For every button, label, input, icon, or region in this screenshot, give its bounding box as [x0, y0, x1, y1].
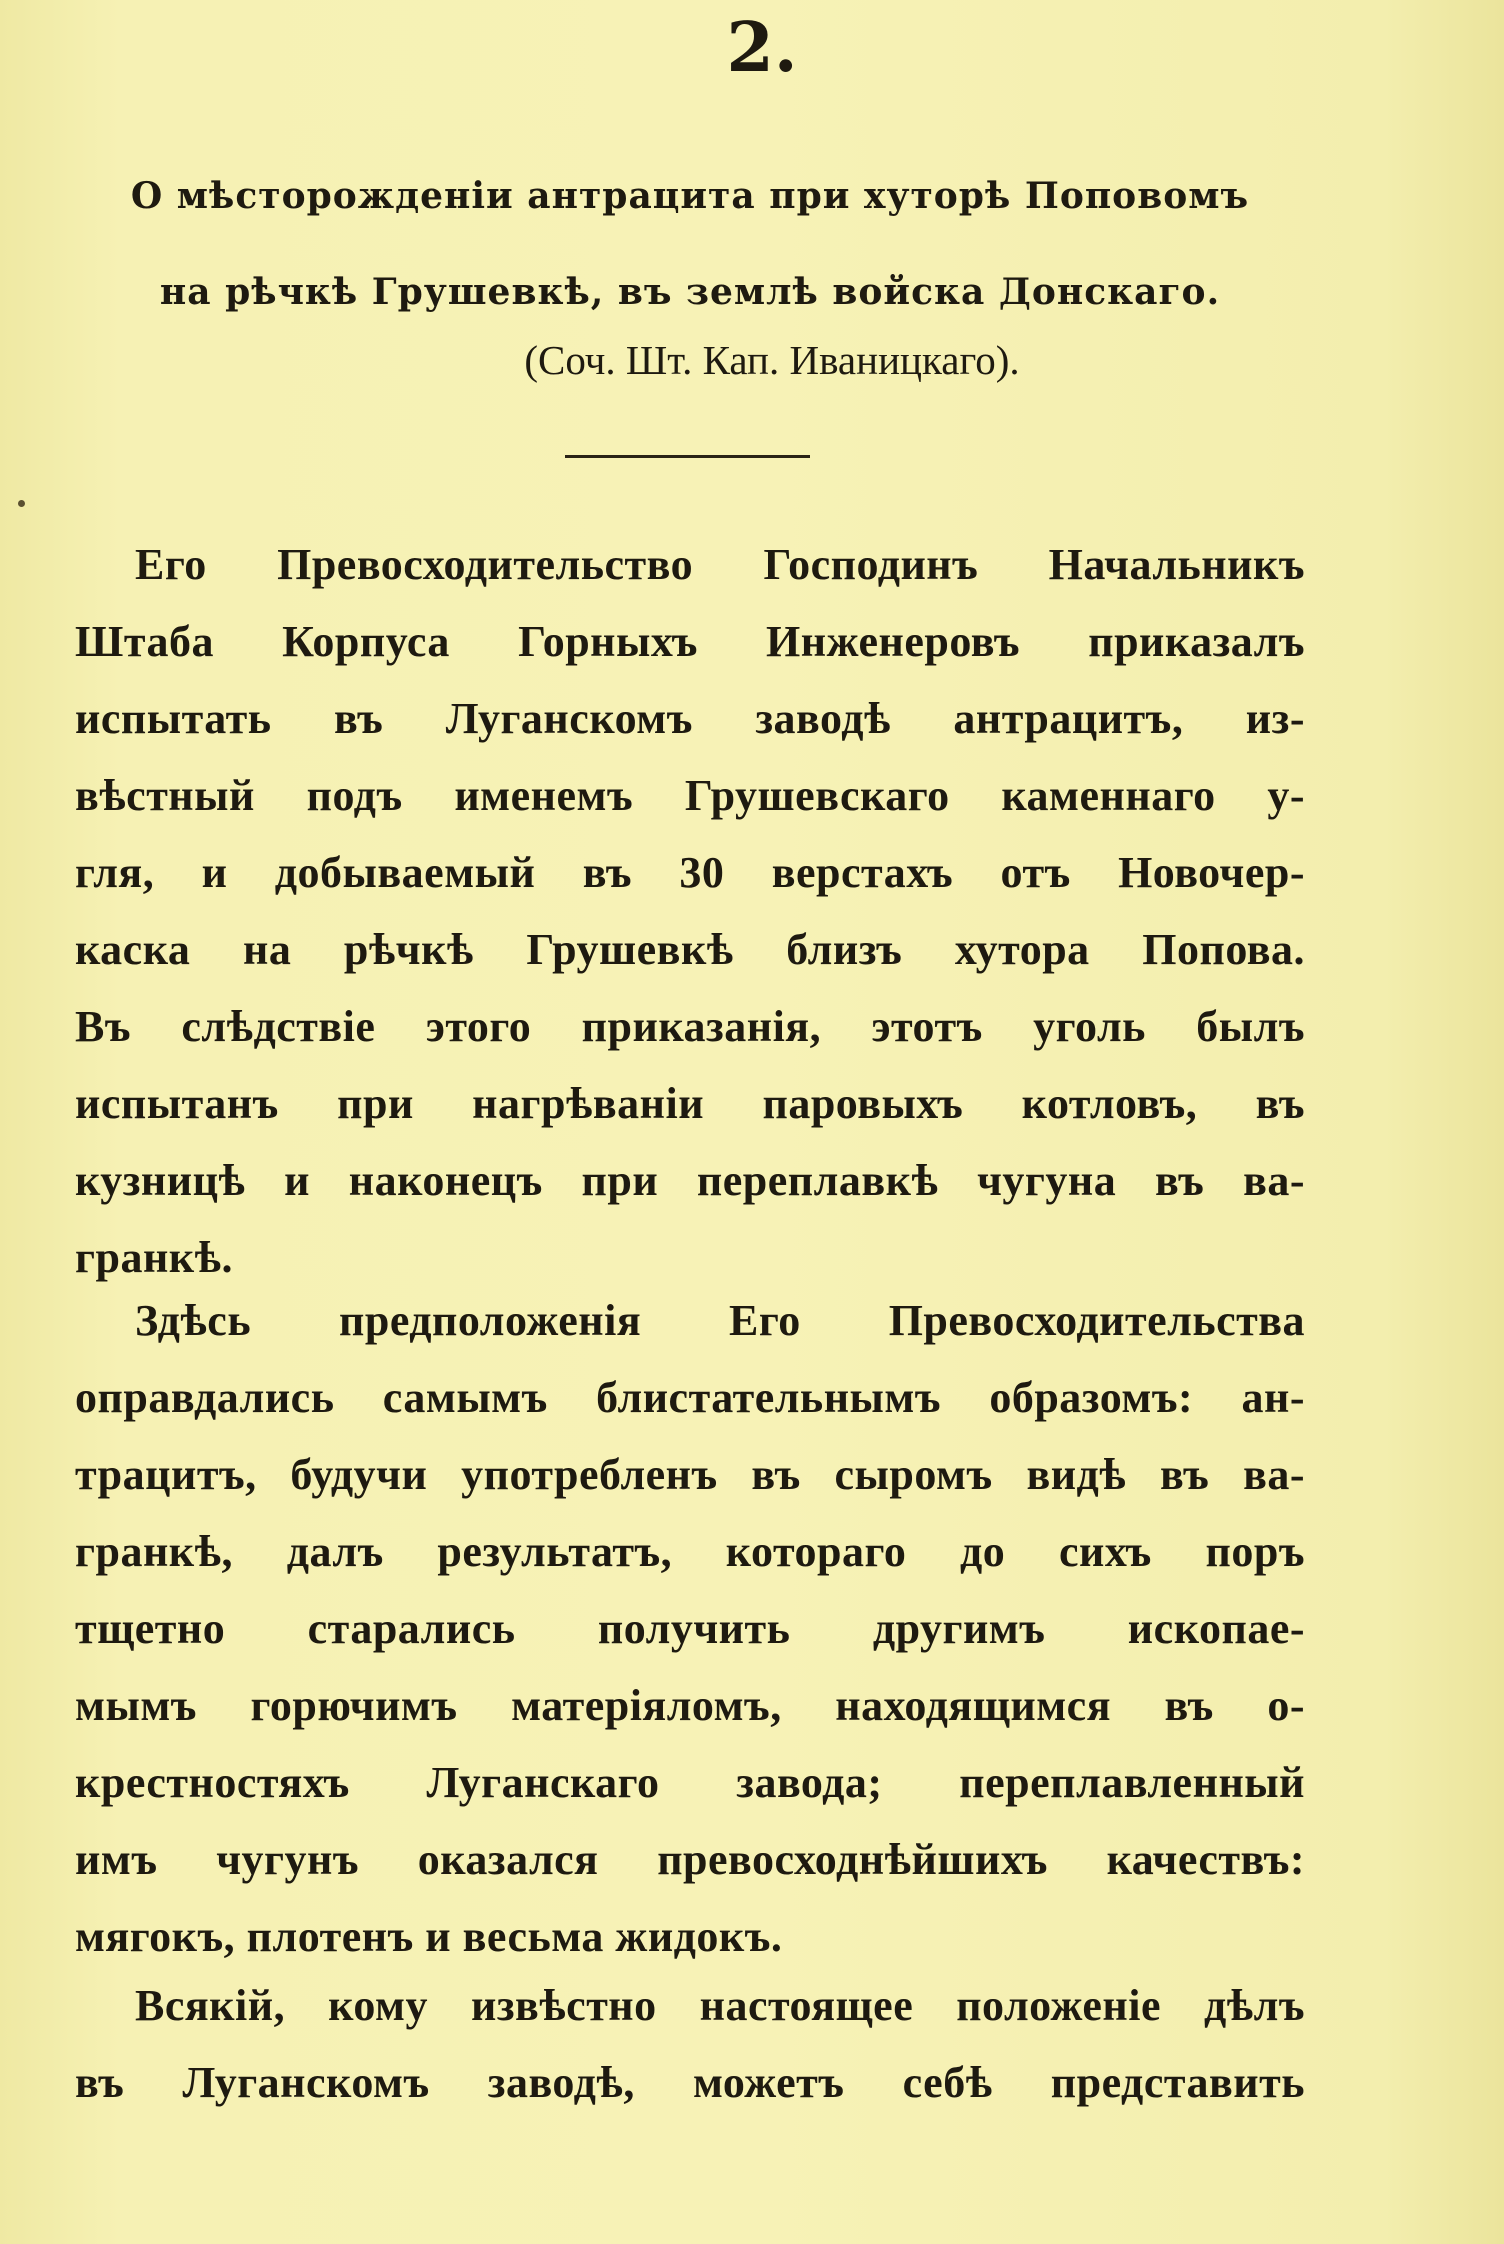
text-line: гранкѣ. [75, 1233, 234, 1282]
text-line: Въ слѣдствіе этого приказанія, этотъ уголь былъ [75, 1002, 1305, 1051]
text-line: тщетно старались получить другимъ ископае- [75, 1604, 1305, 1653]
text-line: гранкѣ, далъ результатъ, котораго до сихъ поръ [75, 1527, 1305, 1576]
text-line: гля, и добываемый въ 30 верстахъ отъ Новочер- [75, 848, 1305, 897]
paragraph-3 [75, 1967, 1305, 2121]
text-line: трацитъ, будучи употребленъ въ сыромъ видѣ въ ва- [75, 1450, 1305, 1499]
text-line: вѣстный подъ именемъ Грушевскаго каменнаго у- [75, 771, 1305, 820]
text-line: каска на рѣчкѣ Грушевкѣ близъ хутора Попова. [75, 925, 1305, 974]
text-line: мымъ горючимъ матеріяломъ, находящимся въ о- [75, 1681, 1305, 1730]
text-line: имъ чугунъ оказался превосходнѣйшихъ качествъ: [75, 1835, 1305, 1884]
text-line: мягокъ, плотенъ и весьма жидокъ. [75, 1912, 783, 1961]
text-line: испытать въ Луганскомъ заводѣ антрацитъ, из- [75, 694, 1305, 743]
text-line: Здѣсь предположенія Его Превосходительства [135, 1296, 1305, 1345]
title-line: О мѣсторожденіи антрацита при хуторѣ Поповомъ [130, 175, 1250, 217]
text-line: въ Луганскомъ заводѣ, можетъ себѣ представить [75, 2058, 1305, 2107]
text-line: крестностяхъ Луганскаго завода; переплавленный [75, 1758, 1305, 1807]
paragraph-2 [75, 1282, 1305, 1975]
page-number: 2. [726, 8, 798, 88]
text-line: оправдались самымъ блистательнымъ образомъ: ан- [75, 1373, 1305, 1422]
text-line: Его Превосходительство Господинъ Начальникъ [135, 540, 1305, 589]
divider-rule [565, 455, 810, 458]
paragraph-1 [75, 526, 1305, 1296]
paper-speck [18, 500, 25, 507]
author-byline: (Соч. Шт. Кап. Иваницкаго). [524, 337, 1020, 383]
text-line: кузницѣ и наконецъ при переплавкѣ чугуна въ ва- [75, 1156, 1305, 1205]
text-line: испытанъ при нагрѣваніи паровыхъ котловъ, въ [75, 1079, 1305, 1128]
text-line: Штаба Корпуса Горныхъ Инженеровъ приказалъ [75, 617, 1305, 666]
title-line: на рѣчкѣ Грушевкѣ, въ землѣ войска Донскаго. [159, 271, 1221, 313]
text-line: Всякій, кому извѣстно настоящее положеніе дѣлъ [135, 1981, 1305, 2030]
article-title [70, 148, 1310, 340]
